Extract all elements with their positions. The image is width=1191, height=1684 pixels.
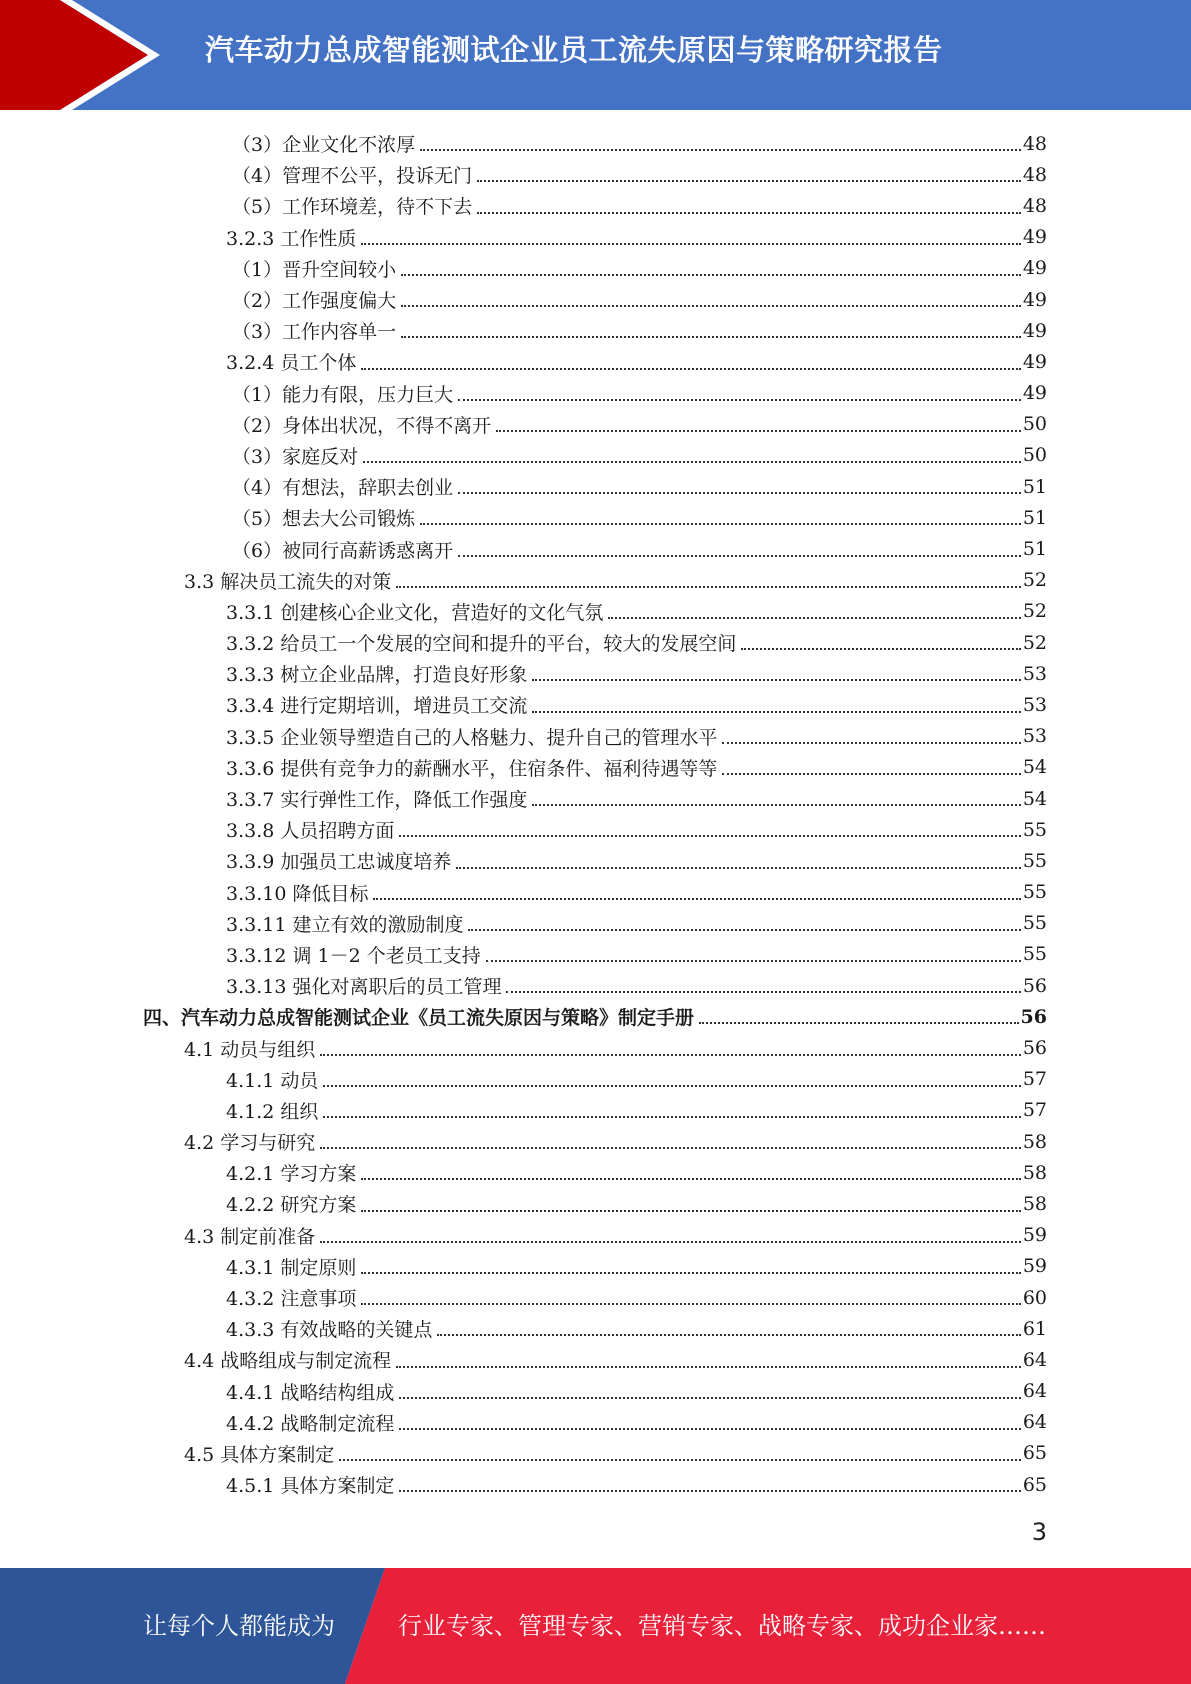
- page-header: [0, 0, 1191, 110]
- toc-leader-dots: [420, 148, 1021, 151]
- toc-entry-label: 4.3 制定前准备: [184, 1222, 318, 1249]
- toc-entry-label: 3.2.4 员工个体: [226, 348, 359, 375]
- toc-entry-page: 48: [1022, 163, 1047, 186]
- toc-entry-label: （4）管理不公平，投诉无门: [232, 161, 475, 188]
- toc-entry-page: 53: [1022, 725, 1047, 748]
- toc-entry[interactable]: [0, 970, 1191, 1001]
- toc-entry-page: 52: [1022, 631, 1047, 654]
- toc-leader-dots: [361, 1177, 1020, 1180]
- toc-leader-dots: [458, 554, 1021, 557]
- toc-entry[interactable]: [0, 1376, 1191, 1407]
- toc-entry-label: 3.3.5 企业领导塑造自己的人格魅力、提升自己的管理水平: [226, 723, 720, 750]
- toc-entry-label: 4.2 学习与研究: [184, 1128, 318, 1155]
- toc-entry[interactable]: [0, 939, 1191, 970]
- toc-leader-dots: [532, 678, 1020, 681]
- toc-entry-label: 4.3.3 有效战略的关键点: [226, 1315, 435, 1342]
- toc-entry-page: 55: [1022, 849, 1047, 872]
- toc-entry-page: 58: [1022, 1192, 1047, 1215]
- toc-entry-page: 57: [1022, 1099, 1047, 1122]
- toc-entry[interactable]: [0, 1126, 1191, 1157]
- toc-entry-page: 49: [1022, 257, 1047, 280]
- toc-entry-label: 4.1.2 组织: [226, 1097, 321, 1124]
- toc-entry-page: 49: [1022, 382, 1047, 405]
- toc-entry-label: 3.3.6 提供有竞争力的薪酬水平，住宿条件、福利待遇等等: [226, 754, 720, 781]
- toc-leader-dots: [468, 928, 1020, 931]
- toc-entry-label: 4.3.2 注意事项: [226, 1284, 359, 1311]
- toc-leader-dots: [363, 460, 1021, 463]
- toc-entry[interactable]: [0, 658, 1191, 689]
- toc-entry[interactable]: [0, 159, 1191, 190]
- toc-leader-dots: [361, 1302, 1020, 1305]
- toc-entry[interactable]: [0, 1095, 1191, 1126]
- toc-entry-page: 50: [1022, 444, 1047, 467]
- toc-leader-dots: [399, 1489, 1020, 1492]
- toc-entry-label: 3.3 解决员工流失的对策: [184, 567, 394, 594]
- page-number: 3: [1031, 1518, 1047, 1546]
- toc-entry-page: 54: [1022, 787, 1047, 810]
- toc-entry[interactable]: [0, 752, 1191, 783]
- toc-leader-dots: [477, 179, 1021, 182]
- toc-entry[interactable]: [0, 1469, 1191, 1500]
- toc-entry-label: （6）被同行高薪诱惑离开: [232, 536, 456, 563]
- toc-leader-dots: [361, 367, 1020, 370]
- toc-entry[interactable]: [0, 689, 1191, 720]
- toc-entry-label: 4.4 战略组成与制定流程: [184, 1346, 394, 1373]
- toc-entry-page: 64: [1022, 1348, 1047, 1371]
- toc-entry[interactable]: [0, 877, 1191, 908]
- toc-entry[interactable]: [0, 440, 1191, 471]
- toc-entry-page: 51: [1022, 506, 1047, 529]
- table-of-contents: [0, 128, 1191, 1500]
- toc-entry[interactable]: [0, 1344, 1191, 1375]
- toc-entry[interactable]: [0, 346, 1191, 377]
- toc-entry[interactable]: [0, 1407, 1191, 1438]
- toc-entry-page: 56: [1022, 974, 1047, 997]
- toc-leader-dots: [399, 1396, 1020, 1399]
- toc-leader-dots: [458, 398, 1021, 401]
- toc-leader-dots: [401, 273, 1021, 276]
- toc-entry-label: 4.2.2 研究方案: [226, 1190, 359, 1217]
- toc-entry[interactable]: [0, 845, 1191, 876]
- toc-entry-label: 4.5.1 具体方案制定: [226, 1471, 397, 1498]
- toc-leader-dots: [477, 211, 1021, 214]
- toc-entry-page: 56: [1020, 1005, 1047, 1028]
- toc-entry[interactable]: [0, 1001, 1191, 1032]
- toc-entry-page: 64: [1022, 1411, 1047, 1434]
- toc-entry[interactable]: [0, 627, 1191, 658]
- toc-leader-dots: [741, 647, 1020, 650]
- toc-entry-label: 3.3.2 给员工一个发展的空间和提升的平台，较大的发展空间: [226, 629, 739, 656]
- footer-slogan-left: 让每个人都能成为: [143, 1612, 335, 1640]
- toc-leader-dots: [320, 1240, 1021, 1243]
- toc-entry[interactable]: [0, 814, 1191, 845]
- toc-leader-dots: [399, 834, 1020, 837]
- toc-entry[interactable]: [0, 471, 1191, 502]
- toc-entry-page: 48: [1022, 132, 1047, 155]
- toc-leader-dots: [361, 1271, 1020, 1274]
- header-title: 汽车动力总成智能测试企业员工流失原因与策略研究报告: [205, 33, 943, 67]
- toc-leader-dots: [323, 1084, 1020, 1087]
- toc-entry[interactable]: [0, 222, 1191, 253]
- toc-entry-page: 59: [1022, 1224, 1047, 1247]
- toc-entry-label: 4.5 具体方案制定: [184, 1440, 337, 1467]
- toc-entry-page: 64: [1022, 1380, 1047, 1403]
- toc-entry-label: （2）工作强度偏大: [232, 286, 399, 313]
- toc-entry-label: 4.4.2 战略制定流程: [226, 1409, 397, 1436]
- toc-entry[interactable]: [0, 378, 1191, 409]
- toc-leader-dots: [722, 741, 1020, 744]
- toc-entry[interactable]: [0, 190, 1191, 221]
- toc-entry[interactable]: [0, 596, 1191, 627]
- toc-leader-dots: [323, 1115, 1020, 1118]
- toc-leader-dots: [320, 1146, 1021, 1149]
- toc-entry[interactable]: [0, 1220, 1191, 1251]
- toc-entry-label: 3.2.3 工作性质: [226, 224, 359, 251]
- toc-entry[interactable]: [0, 565, 1191, 596]
- toc-entry-label: （1）晋升空间较小: [232, 255, 399, 282]
- toc-leader-dots: [532, 710, 1020, 713]
- toc-entry-label: 3.3.3 树立企业品牌，打造良好形象: [226, 660, 530, 687]
- toc-entry-label: 4.3.1 制定原则: [226, 1253, 359, 1280]
- toc-entry-label: 3.3.9 加强员工忠诚度培养: [226, 847, 454, 874]
- toc-entry[interactable]: [0, 1064, 1191, 1095]
- toc-entry-page: 65: [1022, 1473, 1047, 1496]
- toc-entry-label: 3.3.1 创建核心企业文化，营造好的文化气氛: [226, 598, 606, 625]
- toc-entry-label: （2）身体出状况，不得不离开: [232, 411, 494, 438]
- toc-leader-dots: [396, 585, 1021, 588]
- toc-leader-dots: [722, 772, 1020, 775]
- toc-entry-label: 3.3.11 建立有效的激励制度: [226, 910, 466, 937]
- toc-entry-page: 49: [1022, 288, 1047, 311]
- toc-entry[interactable]: [0, 1313, 1191, 1344]
- toc-entry-page: 55: [1022, 881, 1047, 904]
- toc-leader-dots: [373, 897, 1020, 900]
- toc-entry-page: 54: [1022, 756, 1047, 779]
- toc-leader-dots: [361, 1209, 1020, 1212]
- toc-entry-label: 4.1 动员与组织: [184, 1035, 318, 1062]
- toc-entry-label: （3）工作内容单一: [232, 317, 399, 344]
- toc-entry[interactable]: [0, 1032, 1191, 1063]
- toc-leader-dots: [532, 803, 1020, 806]
- toc-entry-label: 3.3.7 实行弹性工作，降低工作强度: [226, 785, 530, 812]
- toc-entry-page: 52: [1022, 600, 1047, 623]
- toc-entry[interactable]: [0, 409, 1191, 440]
- toc-entry[interactable]: [0, 1438, 1191, 1469]
- toc-entry-label: （5）工作环境差，待不下去: [232, 192, 475, 219]
- toc-leader-dots: [320, 1053, 1021, 1056]
- toc-entry-page: 55: [1022, 943, 1047, 966]
- toc-entry-label: 四、汽车动力总成智能测试企业《员工流失原因与策略》制定手册: [143, 1003, 697, 1030]
- toc-entry[interactable]: [0, 721, 1191, 752]
- toc-leader-dots: [361, 242, 1020, 245]
- toc-entry-page: 48: [1022, 194, 1047, 217]
- toc-entry-page: 53: [1022, 662, 1047, 685]
- toc-entry-page: 59: [1022, 1255, 1047, 1278]
- toc-leader-dots: [396, 1365, 1021, 1368]
- toc-leader-dots: [401, 304, 1021, 307]
- toc-leader-dots: [399, 1427, 1020, 1430]
- toc-entry-label: （1）能力有限，压力巨大: [232, 380, 456, 407]
- toc-leader-dots: [496, 429, 1021, 432]
- toc-entry-page: 56: [1022, 1037, 1047, 1060]
- toc-entry-label: 3.3.12 调 1－2 个老员工支持: [226, 941, 484, 968]
- toc-entry[interactable]: [0, 315, 1191, 346]
- toc-leader-dots: [608, 616, 1020, 619]
- toc-entry-page: 52: [1022, 569, 1047, 592]
- toc-entry[interactable]: [0, 783, 1191, 814]
- toc-leader-dots: [339, 1458, 1021, 1461]
- toc-entry-page: 51: [1022, 538, 1047, 561]
- toc-entry-page: 60: [1022, 1286, 1047, 1309]
- toc-entry[interactable]: [0, 1157, 1191, 1188]
- toc-leader-dots: [458, 491, 1021, 494]
- toc-entry[interactable]: [0, 1251, 1191, 1282]
- toc-entry-label: （3）家庭反对: [232, 442, 361, 469]
- toc-entry-page: 58: [1022, 1161, 1047, 1184]
- toc-entry[interactable]: [0, 502, 1191, 533]
- toc-entry-label: （3）企业文化不浓厚: [232, 130, 418, 157]
- toc-entry-page: 58: [1022, 1130, 1047, 1153]
- toc-entry-page: 49: [1022, 319, 1047, 342]
- toc-entry-label: 3.3.8 人员招聘方面: [226, 816, 397, 843]
- toc-entry[interactable]: [0, 284, 1191, 315]
- footer-slogan-right: 行业专家、管理专家、营销专家、战略专家、成功企业家……: [398, 1612, 1046, 1640]
- toc-entry[interactable]: [0, 253, 1191, 284]
- toc-entry-page: 49: [1022, 350, 1047, 373]
- toc-entry-label: （5）想去大公司锻炼: [232, 504, 418, 531]
- toc-entry-label: 3.3.4 进行定期培训，增进员工交流: [226, 691, 530, 718]
- toc-entry-page: 65: [1022, 1442, 1047, 1465]
- toc-leader-dots: [486, 959, 1021, 962]
- toc-entry[interactable]: [0, 908, 1191, 939]
- toc-entry[interactable]: [0, 533, 1191, 564]
- toc-entry-page: 53: [1022, 693, 1047, 716]
- toc-entry-label: 4.2.1 学习方案: [226, 1159, 359, 1186]
- toc-leader-dots: [437, 1333, 1020, 1336]
- toc-entry[interactable]: [0, 1188, 1191, 1219]
- toc-entry-page: 61: [1022, 1317, 1047, 1340]
- toc-entry[interactable]: [0, 128, 1191, 159]
- toc-entry-label: 4.4.1 战略结构组成: [226, 1378, 397, 1405]
- toc-leader-dots: [456, 866, 1020, 869]
- header-chevron-icon: [0, 0, 160, 110]
- toc-entry-page: 49: [1022, 226, 1047, 249]
- toc-leader-dots: [401, 335, 1021, 338]
- toc-entry-page: 55: [1022, 912, 1047, 935]
- toc-entry-page: 55: [1022, 818, 1047, 841]
- toc-entry-label: 3.3.10 降低目标: [226, 879, 371, 906]
- toc-leader-dots: [506, 990, 1020, 993]
- toc-entry-page: 51: [1022, 475, 1047, 498]
- toc-entry-page: 50: [1022, 413, 1047, 436]
- toc-entry-label: 3.3.13 强化对离职后的员工管理: [226, 972, 504, 999]
- toc-entry[interactable]: [0, 1282, 1191, 1313]
- toc-entry-label: （4）有想法，辞职去创业: [232, 473, 456, 500]
- toc-entry-page: 57: [1022, 1068, 1047, 1091]
- page-footer: [0, 1568, 1191, 1684]
- toc-leader-dots: [699, 1021, 1019, 1024]
- toc-entry-label: 4.1.1 动员: [226, 1066, 321, 1093]
- toc-leader-dots: [420, 522, 1021, 525]
